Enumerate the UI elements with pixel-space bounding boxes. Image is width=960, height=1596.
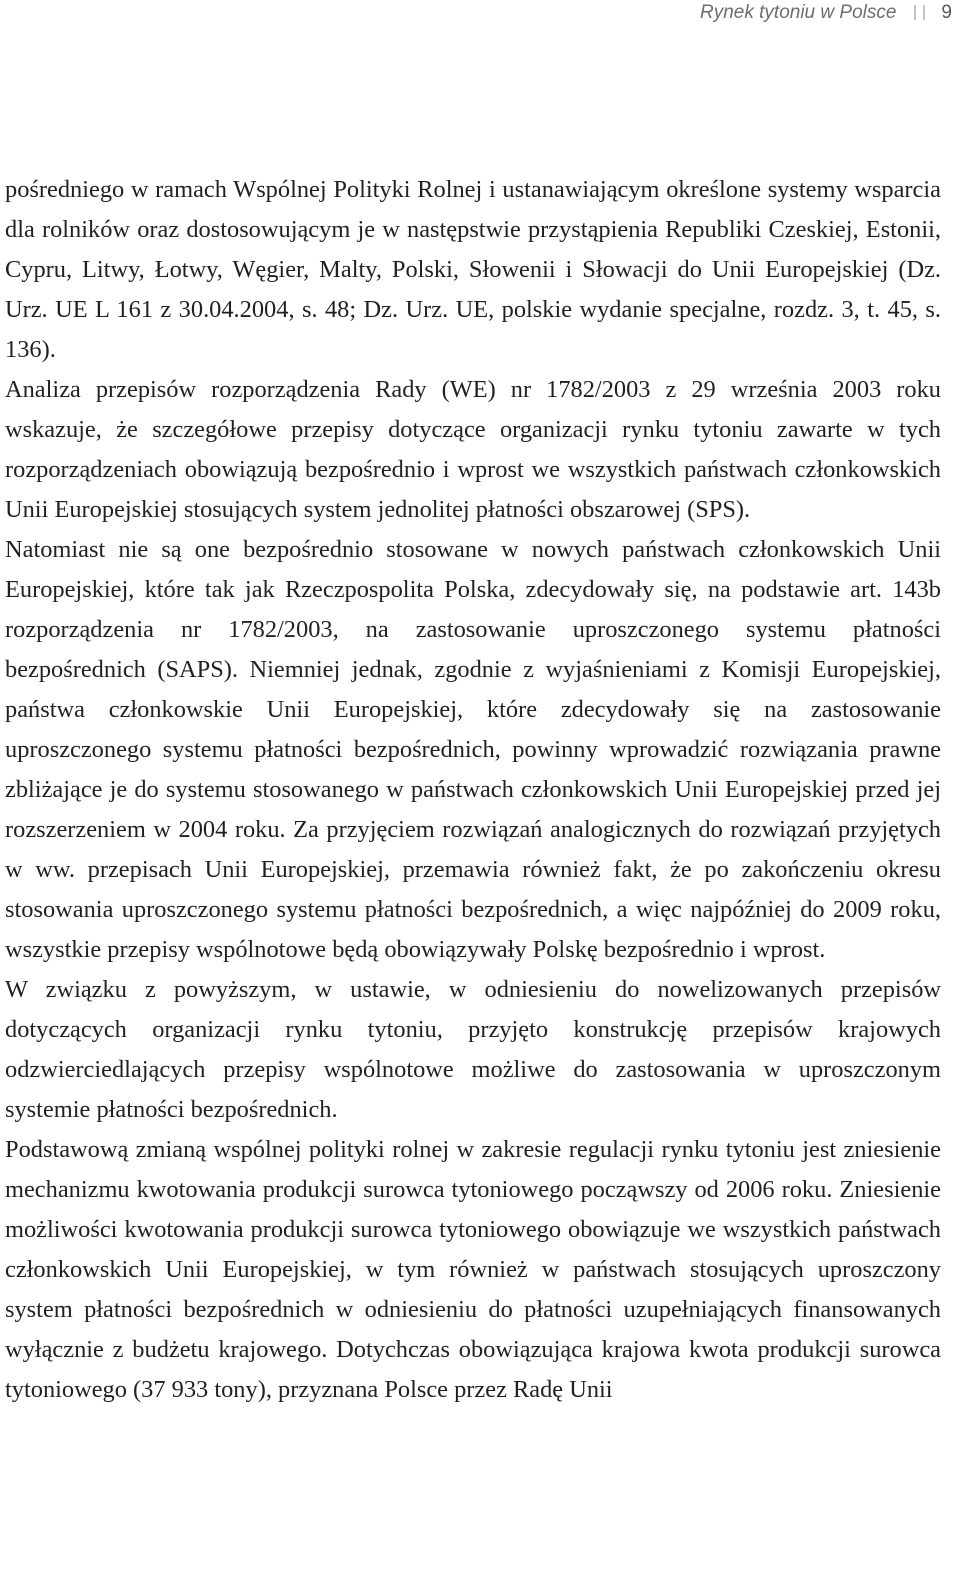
running-header — [700, 0, 952, 26]
page-number: 9 — [941, 2, 952, 23]
paragraph: Natomiast nie są one bezpośrednio stosowane w nowych państwach członkowskich Unii Europejskiej, które tak jak Rzeczpospolita Polska, zdecydowały się, na podstawie art. 143b rozporządzenia nr 1782/2003, na zastosowanie uproszczonego systemu płatności bezpośrednich (SAPS). Niemniej jednak, zgodnie z wyjaśnieniami z Komisji Europejskiej, państwa członkowskie Unii Europejskiej, które zdecydowały się na zastosowanie uproszczonego systemu płatności bezpośrednich, powinny wprowadzić rozwiązania prawne zbliżające je do systemu stosowanego w państwach członkowskich Unii Europejskiej przed jej rozszerzeniem w 2004 roku. Za przyjęciem rozwiązań analogicznych do rozwiązań przyjętych w ww. przepisach Unii Europejskiej, przemawia również fakt, że po zakończeniu okresu stosowania uproszczonego systemu płatności bezpośrednich, a więc najpóźniej do 2009 roku, wszystkie przepisy wspólnotowe będą obowiązywały Polskę bezpośrednio i wprost. — [5, 536, 941, 963]
running-header-title: Rynek tytoniu w Polsce — [700, 2, 897, 23]
header-separator — [923, 5, 925, 20]
paragraph: Podstawową zmianą wspólnej polityki rolnej w zakresie regulacji rynku tytoniu jest zniesienie mechanizmu kwotowania produkcji surowca tytoniowego począwszy od 2006 roku. Zniesienie możliwości kwotowania produkcji surowca tytoniowego obowiązuje we wszystkich państwach członkowskich Unii Europejskiej, w tym również w państwach stosujących uproszczony system płatności bezpośrednich w odniesieniu do płatności uzupełniających finansowanych wyłącznie z budżetu krajowego. Dotychczas obowiązująca krajowa kwota produkcji surowca tytoniowego (37 933 tony), przyznana Polsce przez Radę Unii — [5, 1136, 941, 1403]
paragraph: Analiza przepisów rozporządzenia Rady (WE) nr 1782/2003 z 29 września 2003 roku wskazuje, że szczegółowe przepisy dotyczące organizacji rynku tytoniu zawarte w tych rozporządzeniach obowiązują bezpośrednio i wprost we wszystkich państwach członkowskich Unii Europejskiej stosujących system jednolitej płatności obszarowej (SPS). — [5, 376, 941, 523]
paragraph: pośredniego w ramach Wspólnej Polityki Rolnej i ustanawiającym określone systemy wsparcia dla rolników oraz dostosowującym je w następstwie przystąpienia Republiki Czeskiej, Estonii, Cypru, Litwy, Łotwy, Węgier, Malty, Polski, Słowenii i Słowacji do Unii Europejskiej (Dz. Urz. UE L 161 z 30.04.2004, s. 48; Dz. Urz. UE, polskie wydanie specjalne, rozdz. 3, t. 45, s. 136). — [5, 176, 941, 363]
body-text — [5, 170, 941, 1410]
paragraph: W związku z powyższym, w ustawie, w odniesieniu do nowelizowanych przepisów dotyczących organizacji rynku tytoniu, przyjęto konstrukcję przepisów krajowych odzwierciedlających przepisy wspólnotowe możliwe do zastosowania w uproszczonym systemie płatności bezpośrednich. — [5, 976, 941, 1123]
header-separator — [914, 5, 916, 20]
